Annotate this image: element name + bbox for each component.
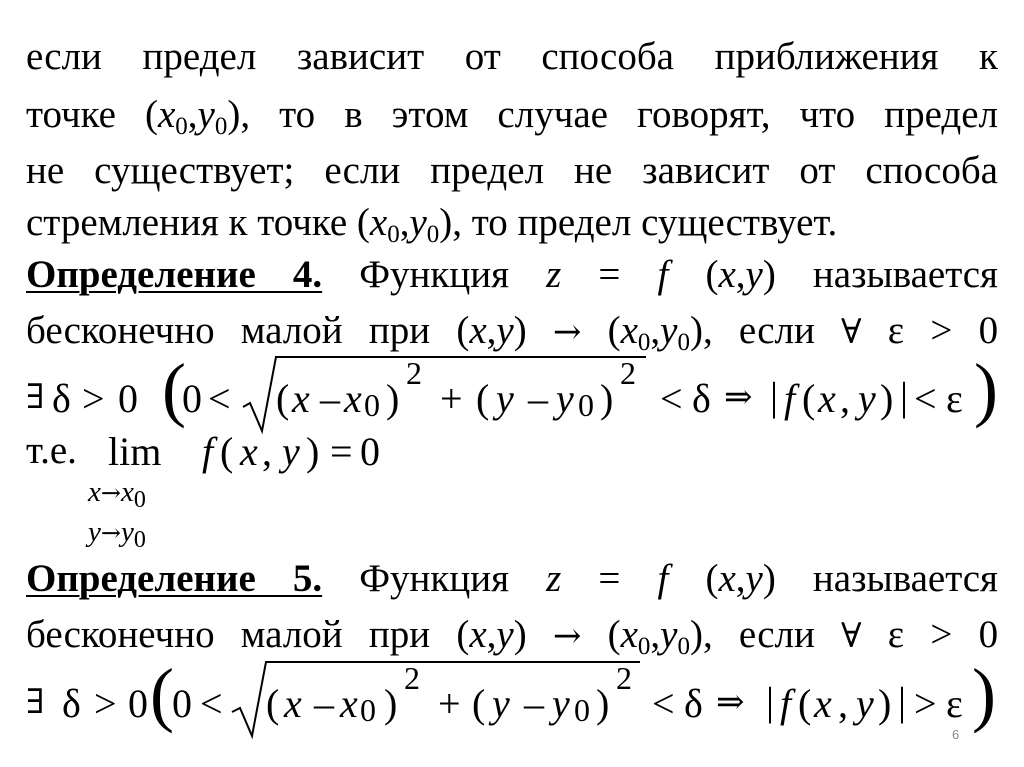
text: ), то в этом случае говорят, что предел (227, 93, 998, 136)
var-z: z (546, 253, 562, 296)
arrow-symbol: → (552, 312, 582, 352)
var-f: f (780, 681, 792, 726)
subscript: 0 (364, 387, 380, 423)
var-x: x (340, 681, 358, 726)
paren: ) (513, 613, 527, 656)
comma: , (650, 309, 661, 352)
var-y: y (282, 429, 300, 474)
minus: – (528, 376, 548, 421)
text: называется (812, 253, 998, 296)
var-y: y (745, 557, 763, 600)
text: бесконечно малой при (26, 309, 431, 352)
text: называется (812, 557, 998, 600)
comma: , (735, 253, 746, 296)
var-y: y (492, 681, 510, 726)
var-y: y (858, 376, 876, 421)
var-x: x (620, 309, 638, 352)
superscript: 2 (406, 355, 422, 391)
paren: ) (762, 557, 776, 600)
paren: ( (802, 376, 816, 421)
lim-sub-x (88, 476, 146, 513)
minus: – (314, 681, 334, 726)
var-x: x (292, 376, 310, 421)
subscript: 0 (387, 221, 400, 248)
text: бесконечно малой при (26, 613, 431, 656)
delta: δ (52, 376, 71, 421)
lt-sign: < (914, 376, 937, 421)
paren: ( (266, 681, 280, 726)
minus: – (320, 376, 340, 421)
text: Функция (359, 253, 510, 296)
text: , если (702, 613, 815, 656)
paren: ( (705, 253, 719, 296)
forall-symbol: ∀ (841, 312, 862, 352)
big-open-paren: ( (162, 349, 186, 429)
zero: 0 (172, 681, 192, 726)
subscript: 0 (133, 487, 146, 513)
delta: δ (684, 681, 703, 726)
equals: = (330, 429, 353, 474)
var-x: x (814, 681, 832, 726)
exists-symbol: ∃ (26, 377, 45, 417)
paren: ) (878, 681, 892, 726)
var-x: x (157, 93, 176, 136)
comma: , (840, 376, 850, 421)
subscript: 0 (574, 692, 590, 728)
paren: ) (689, 309, 703, 352)
text: стремления к точке ( (26, 201, 370, 244)
gt-sign: > (930, 613, 953, 656)
var-y: y (120, 516, 134, 548)
paren: ( (607, 309, 621, 352)
paren: ) (513, 309, 527, 352)
equals: = (598, 253, 621, 296)
var-x: x (369, 201, 388, 244)
comma: , (262, 429, 272, 474)
comma: , (486, 309, 497, 352)
subscript: 0 (214, 113, 228, 140)
var-y: y (197, 93, 215, 136)
comma: , (399, 201, 410, 244)
paren: ) (386, 376, 400, 421)
para1-line1: если предел зависит от способа приближения к (26, 35, 998, 78)
paren: ) (384, 681, 398, 726)
zero: 0 (128, 681, 148, 726)
zero: 0 (978, 613, 999, 656)
def5-heading-line (26, 556, 998, 602)
subscript: 0 (175, 113, 188, 140)
zero: 0 (118, 376, 138, 421)
zero: 0 (182, 376, 202, 421)
exists-symbol: ∃ (26, 682, 45, 722)
def4-formula (0, 349, 1024, 435)
comma: , (650, 613, 661, 656)
var-y: y (856, 681, 874, 726)
implies-symbol: ⇒ (724, 377, 753, 417)
text: , если (702, 309, 815, 352)
var-x: x (818, 376, 836, 421)
forall-symbol: ∀ (841, 616, 862, 656)
var-y: y (409, 201, 427, 244)
var-f: f (784, 376, 796, 421)
paren: ( (276, 376, 290, 421)
abs-bar: | (766, 679, 775, 724)
def4-heading-line (26, 252, 998, 298)
plus: + (440, 376, 463, 421)
gt-sign: > (94, 681, 117, 726)
var-x: x (240, 429, 258, 474)
paren: ) (306, 429, 320, 474)
var-x: x (469, 309, 487, 352)
comma: , (187, 93, 198, 136)
text: точке ( (26, 93, 158, 136)
superscript: 2 (404, 660, 420, 696)
abs-bar: | (900, 374, 909, 419)
var-y: y (552, 681, 570, 726)
var-x: x (469, 613, 487, 656)
minus: – (524, 681, 544, 726)
para1-line2 (26, 92, 998, 143)
def5-formula (0, 654, 1024, 740)
def5-head: Определение 5. (26, 557, 323, 600)
zero: 0 (360, 429, 380, 474)
var-x: x (88, 476, 101, 508)
paren: ) (596, 681, 610, 726)
paren: ) (880, 376, 894, 421)
te-text: т.е. (26, 429, 77, 472)
arrow-symbol: → (100, 479, 121, 507)
def4-limit (0, 428, 1024, 558)
arrow-symbol: → (100, 519, 121, 547)
var-x: x (718, 557, 736, 600)
paren: ( (472, 681, 486, 726)
abs-bar: | (770, 374, 779, 419)
gt-sign: > (930, 309, 953, 352)
var-y: y (496, 613, 514, 656)
paren: ( (798, 681, 812, 726)
epsilon: ε (887, 309, 905, 352)
lt-sign: < (200, 681, 223, 726)
subscript: 0 (360, 692, 376, 728)
paren: ( (705, 557, 719, 600)
delta: δ (692, 376, 711, 421)
superscript: 2 (620, 355, 636, 391)
para1-line3: не существует; если предел не зависит от способа (26, 149, 998, 192)
text: ), то предел существует. (439, 201, 838, 244)
var-f: f (202, 429, 214, 474)
lim-sub-y (88, 516, 146, 553)
var-y: y (496, 309, 514, 352)
subscript: 0 (426, 221, 440, 248)
comma: , (486, 613, 497, 656)
var-f: f (657, 253, 669, 296)
implies-symbol: ⇒ (716, 682, 745, 722)
paren: ) (762, 253, 776, 296)
subscript: 0 (133, 527, 146, 553)
var-x: x (718, 253, 736, 296)
plus: + (438, 681, 461, 726)
big-close-paren: ) (972, 654, 996, 734)
subscript: 0 (677, 329, 690, 356)
page-number: 6 (952, 727, 960, 742)
superscript: 2 (616, 660, 632, 696)
var-y: y (660, 613, 678, 656)
abs-bar: | (898, 679, 907, 724)
var-y: y (496, 376, 514, 421)
var-y: y (556, 376, 574, 421)
paren: ( (456, 613, 470, 656)
lt-sign: < (660, 376, 683, 421)
var-y: y (88, 516, 101, 548)
subscript: 0 (677, 633, 690, 660)
gt-sign: > (82, 376, 105, 421)
big-open-paren: ( (150, 654, 174, 734)
var-x: x (620, 613, 638, 656)
paren: ) (689, 613, 703, 656)
def4-head: Определение 4. (26, 253, 323, 296)
para1-line4 (26, 200, 837, 251)
var-x: x (344, 376, 362, 421)
arrow-symbol: → (552, 616, 582, 656)
equals: = (598, 557, 621, 600)
zero: 0 (978, 309, 999, 352)
comma: , (838, 681, 848, 726)
delta: δ (62, 681, 81, 726)
paren: ( (476, 376, 490, 421)
gt-sign: > (914, 681, 937, 726)
paren: ( (456, 309, 470, 352)
lt-sign: < (208, 376, 231, 421)
paren: ) (600, 376, 614, 421)
var-y: y (660, 309, 678, 352)
paren: ( (220, 429, 234, 474)
epsilon: ε (946, 681, 963, 726)
comma: , (735, 557, 746, 600)
lim-text: lim (108, 429, 162, 474)
var-y: y (745, 253, 763, 296)
epsilon: ε (887, 613, 905, 656)
subscript: 0 (578, 387, 594, 423)
var-f: f (657, 557, 669, 600)
lt-sign: < (652, 681, 675, 726)
big-close-paren: ) (974, 349, 998, 429)
var-z: z (546, 557, 562, 600)
subscript: 0 (637, 329, 651, 356)
var-x: x (120, 476, 134, 508)
var-x: x (284, 681, 302, 726)
epsilon: ε (946, 376, 963, 421)
text: Функция (359, 557, 510, 600)
subscript: 0 (637, 633, 651, 660)
paren: ( (607, 613, 621, 656)
